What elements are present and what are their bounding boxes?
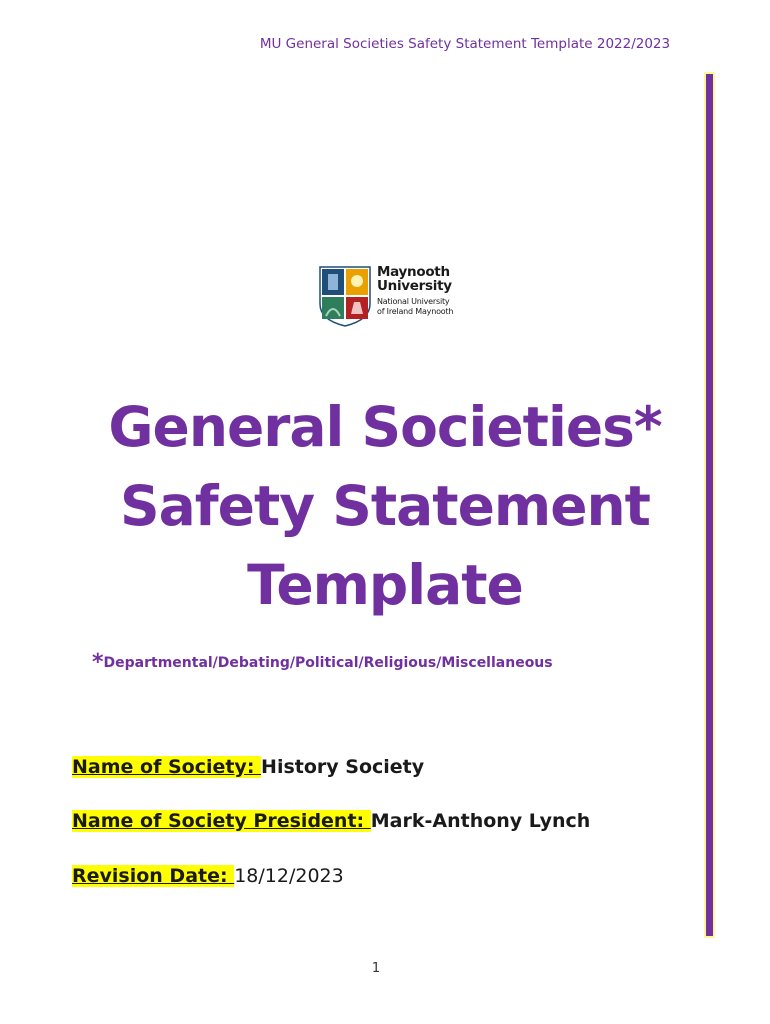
logo-name-line1: Maynooth [377, 264, 450, 280]
logo-wordmark [377, 266, 453, 316]
president-name-label: Name of Society President [72, 810, 357, 832]
document-title [80, 388, 690, 625]
categories-text: Departmental/Debating/Political/Religious/Miscellaneous [103, 655, 553, 671]
society-name-label: Name of Society: [72, 756, 262, 778]
president-name-field [72, 810, 590, 832]
page-number: 1 [371, 961, 381, 976]
title-line-2: Safety Statement [120, 474, 650, 538]
society-name-value: History Society [261, 756, 425, 778]
revision-date-label: Revision Date: [72, 865, 235, 887]
title-line-1: General Societies* [108, 395, 662, 459]
logo-name-line2: University [377, 277, 452, 294]
running-header: MU General Societies Safety Statement Template 2022/2023 [259, 36, 671, 52]
revision-date-field [72, 865, 344, 887]
page-side-border [706, 74, 713, 936]
society-name-field [72, 756, 424, 778]
logo-tagline-line1: National University [377, 297, 450, 306]
title-line-3: Template [247, 553, 523, 617]
logo-tagline-line2: of Ireland Maynooth [377, 307, 454, 316]
crest-icon [318, 264, 372, 328]
president-name-value: Mark-Anthony Lynch [370, 810, 591, 832]
university-logo [318, 264, 458, 328]
revision-date-value: 18/12/2023 [234, 865, 344, 887]
society-categories [92, 650, 553, 675]
asterisk-mark: * [92, 650, 104, 675]
president-name-separator: : [356, 810, 371, 832]
